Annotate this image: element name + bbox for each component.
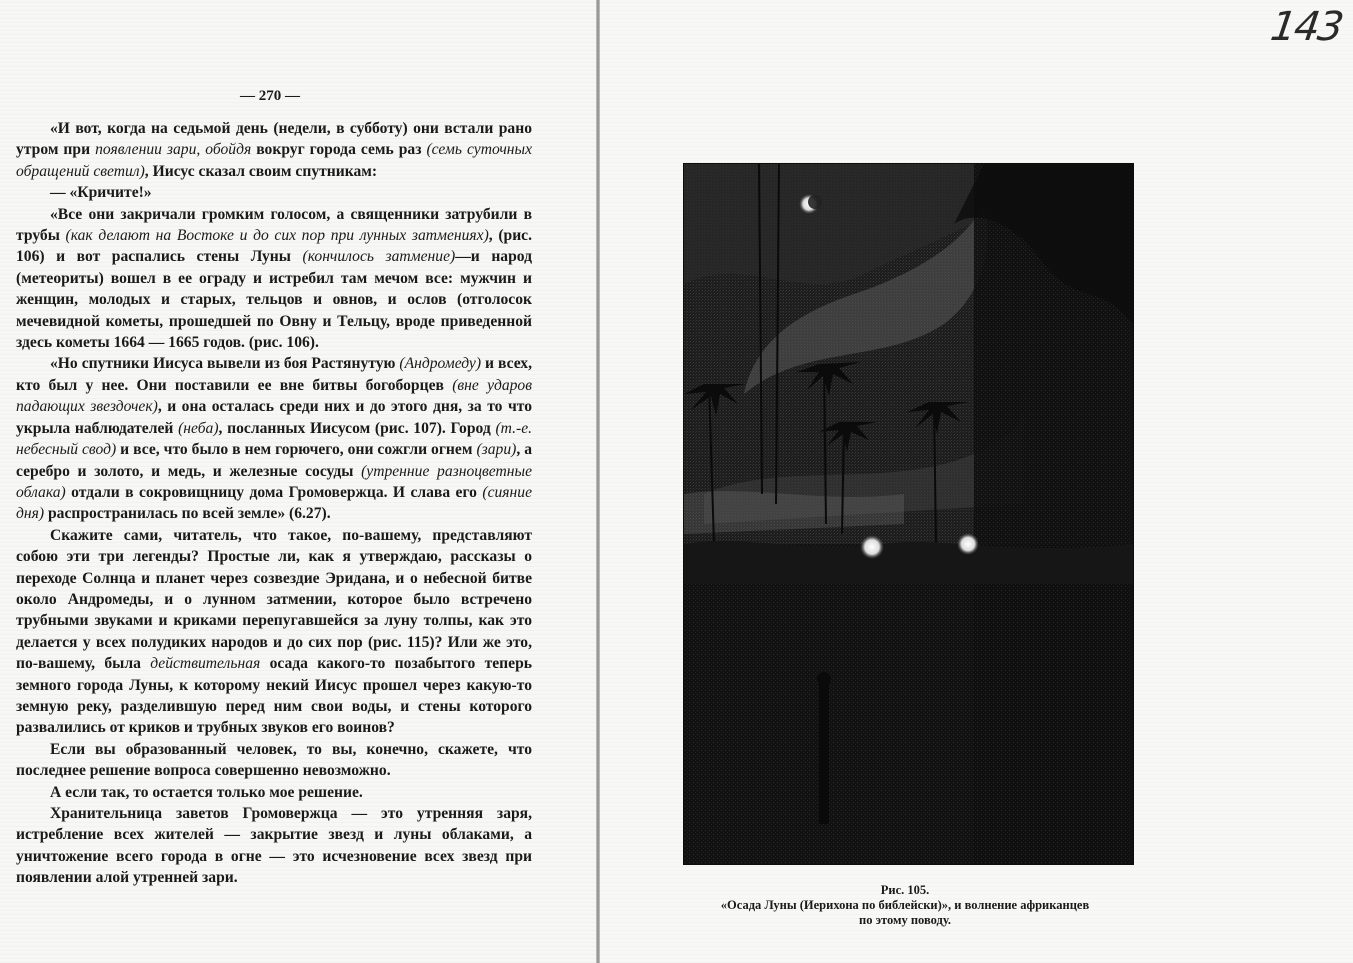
- text-run: и все, что было в нем горючего, они сожгли огнем: [116, 441, 477, 459]
- moon-siege-engraving-icon: [684, 164, 1133, 864]
- body-text: [16, 118, 532, 889]
- paragraph: [16, 353, 532, 524]
- page-number: — 270 —: [240, 88, 300, 104]
- left-page: [0, 0, 598, 963]
- italic-text: (как делают на Востоке и до сих пор при лунных затмениях): [65, 227, 489, 245]
- italic-text: (т.-е. небесный свод): [16, 419, 533, 459]
- text-run: , посланных Иисусом (рис. 107). Город: [218, 419, 496, 437]
- paragraph: [16, 204, 532, 354]
- text-run: , а серебро и золото, и медь, и железные сосуды: [16, 441, 533, 480]
- text-run: «Все они закричали громким голосом, а священники затрубили в трубы: [16, 205, 532, 245]
- italic-text: (зари): [476, 441, 517, 459]
- paragraph: [16, 525, 532, 739]
- text-run: вокруг города семь раз: [251, 141, 427, 159]
- handwritten-folio-number: 143: [1267, 4, 1345, 50]
- paragraph: [16, 739, 532, 782]
- text-run: , Иисус сказал своим спутникам:: [144, 162, 378, 180]
- caption-title: Рис. 105.: [880, 883, 930, 897]
- italic-text: появлении зари, обойдя: [95, 141, 252, 159]
- text-run: распространилась по всей земле» (6.27).: [44, 505, 331, 523]
- italic-text: (вне ударов падающих звездочек): [16, 376, 532, 416]
- text-run: «Но спутники Иисуса вывели из боя Растянутую: [50, 355, 400, 373]
- italic-text: (Андромеду): [399, 355, 482, 373]
- italic-text: (неба): [178, 419, 219, 437]
- paragraph: [16, 118, 532, 182]
- text-run: «И вот, когда на седьмой день (недели, в субботу) они встали рано утром при: [16, 120, 532, 159]
- text-run: отдали в сокровищницу дома Громовержца. И слава его: [65, 483, 483, 501]
- text-run: , (рис. 106) и вот распались стены Луны: [16, 227, 532, 266]
- caption-line: «Осада Луны (Иерихона по библейски)», и волнение африканцев: [720, 898, 1090, 912]
- text-run: осада какого-то позабытого теперь земного города Луны, к которому некий Иисус прошел через какую-то земную реку, разделившую перед ним свои воды, и стены которого развалились от криков и трубных звуков его воинов?: [16, 655, 532, 737]
- text-run: и всех, кто был у нее. Они поставили ее вне битвы богоборцев: [16, 355, 533, 394]
- italic-text: действительная: [150, 655, 261, 673]
- paragraph: [16, 782, 532, 803]
- text-run: А если так, то остается только мое решение.: [50, 783, 363, 801]
- paragraph: [16, 803, 532, 889]
- text-run: Если вы образованный человек, то вы, конечно, скажете, что последнее решение вопроса совершенно невозможно.: [16, 740, 532, 780]
- text-run: —и народ (метеориты) вошел в ее ограду и истребил там мечом все: мужчин и женщин, молодых и старых, тельцов и овнов, и ослов (отголосок мечевидной кометы, прошедшей по Овну и Тельцу, вроде приведенной здесь кометы 1664 — 1665 годов. (рис. 106).: [16, 248, 533, 352]
- text-run: , и она осталась среди них и до этого дня, за то что укрыла наблюдателей: [16, 398, 532, 437]
- paragraph: [16, 182, 532, 203]
- text-run: Скажите сами, читатель, что такое, по-вашему, представляют собою эти три легенды? Простые ли, как я утверждаю, рассказы о переходе Солнца и планет через созвездие Эридана, и о небесной битве около Андромеды, и о лунном затмении, которое было встречено трубными звуками и криками перепугавшейся за луну толпы, как это делается у всех полудиких народов и до сих пор (рис. 115)? Или же это, по-вашему, была: [16, 526, 532, 673]
- italic-text: (сияние дня): [16, 483, 532, 523]
- text-run: Хранительница заветов Громовержца — это утренняя заря, истребление всех жителей — закрытие звезд и луны облаками, а уничтожение всего города в огне — это исчезновение всех звезд при появлении алой утренней зари.: [16, 805, 532, 887]
- caption-line: по этому поводу.: [859, 913, 951, 927]
- text-run: — «Кричите!»: [50, 184, 152, 202]
- italic-text: (семь суточных обращений светил): [16, 141, 533, 180]
- italic-text: (утренние разноцветные облака): [16, 462, 533, 501]
- figure-caption: [660, 883, 1150, 928]
- italic-text: (кончилось затмение): [302, 248, 456, 266]
- figure-illustration: [683, 163, 1134, 865]
